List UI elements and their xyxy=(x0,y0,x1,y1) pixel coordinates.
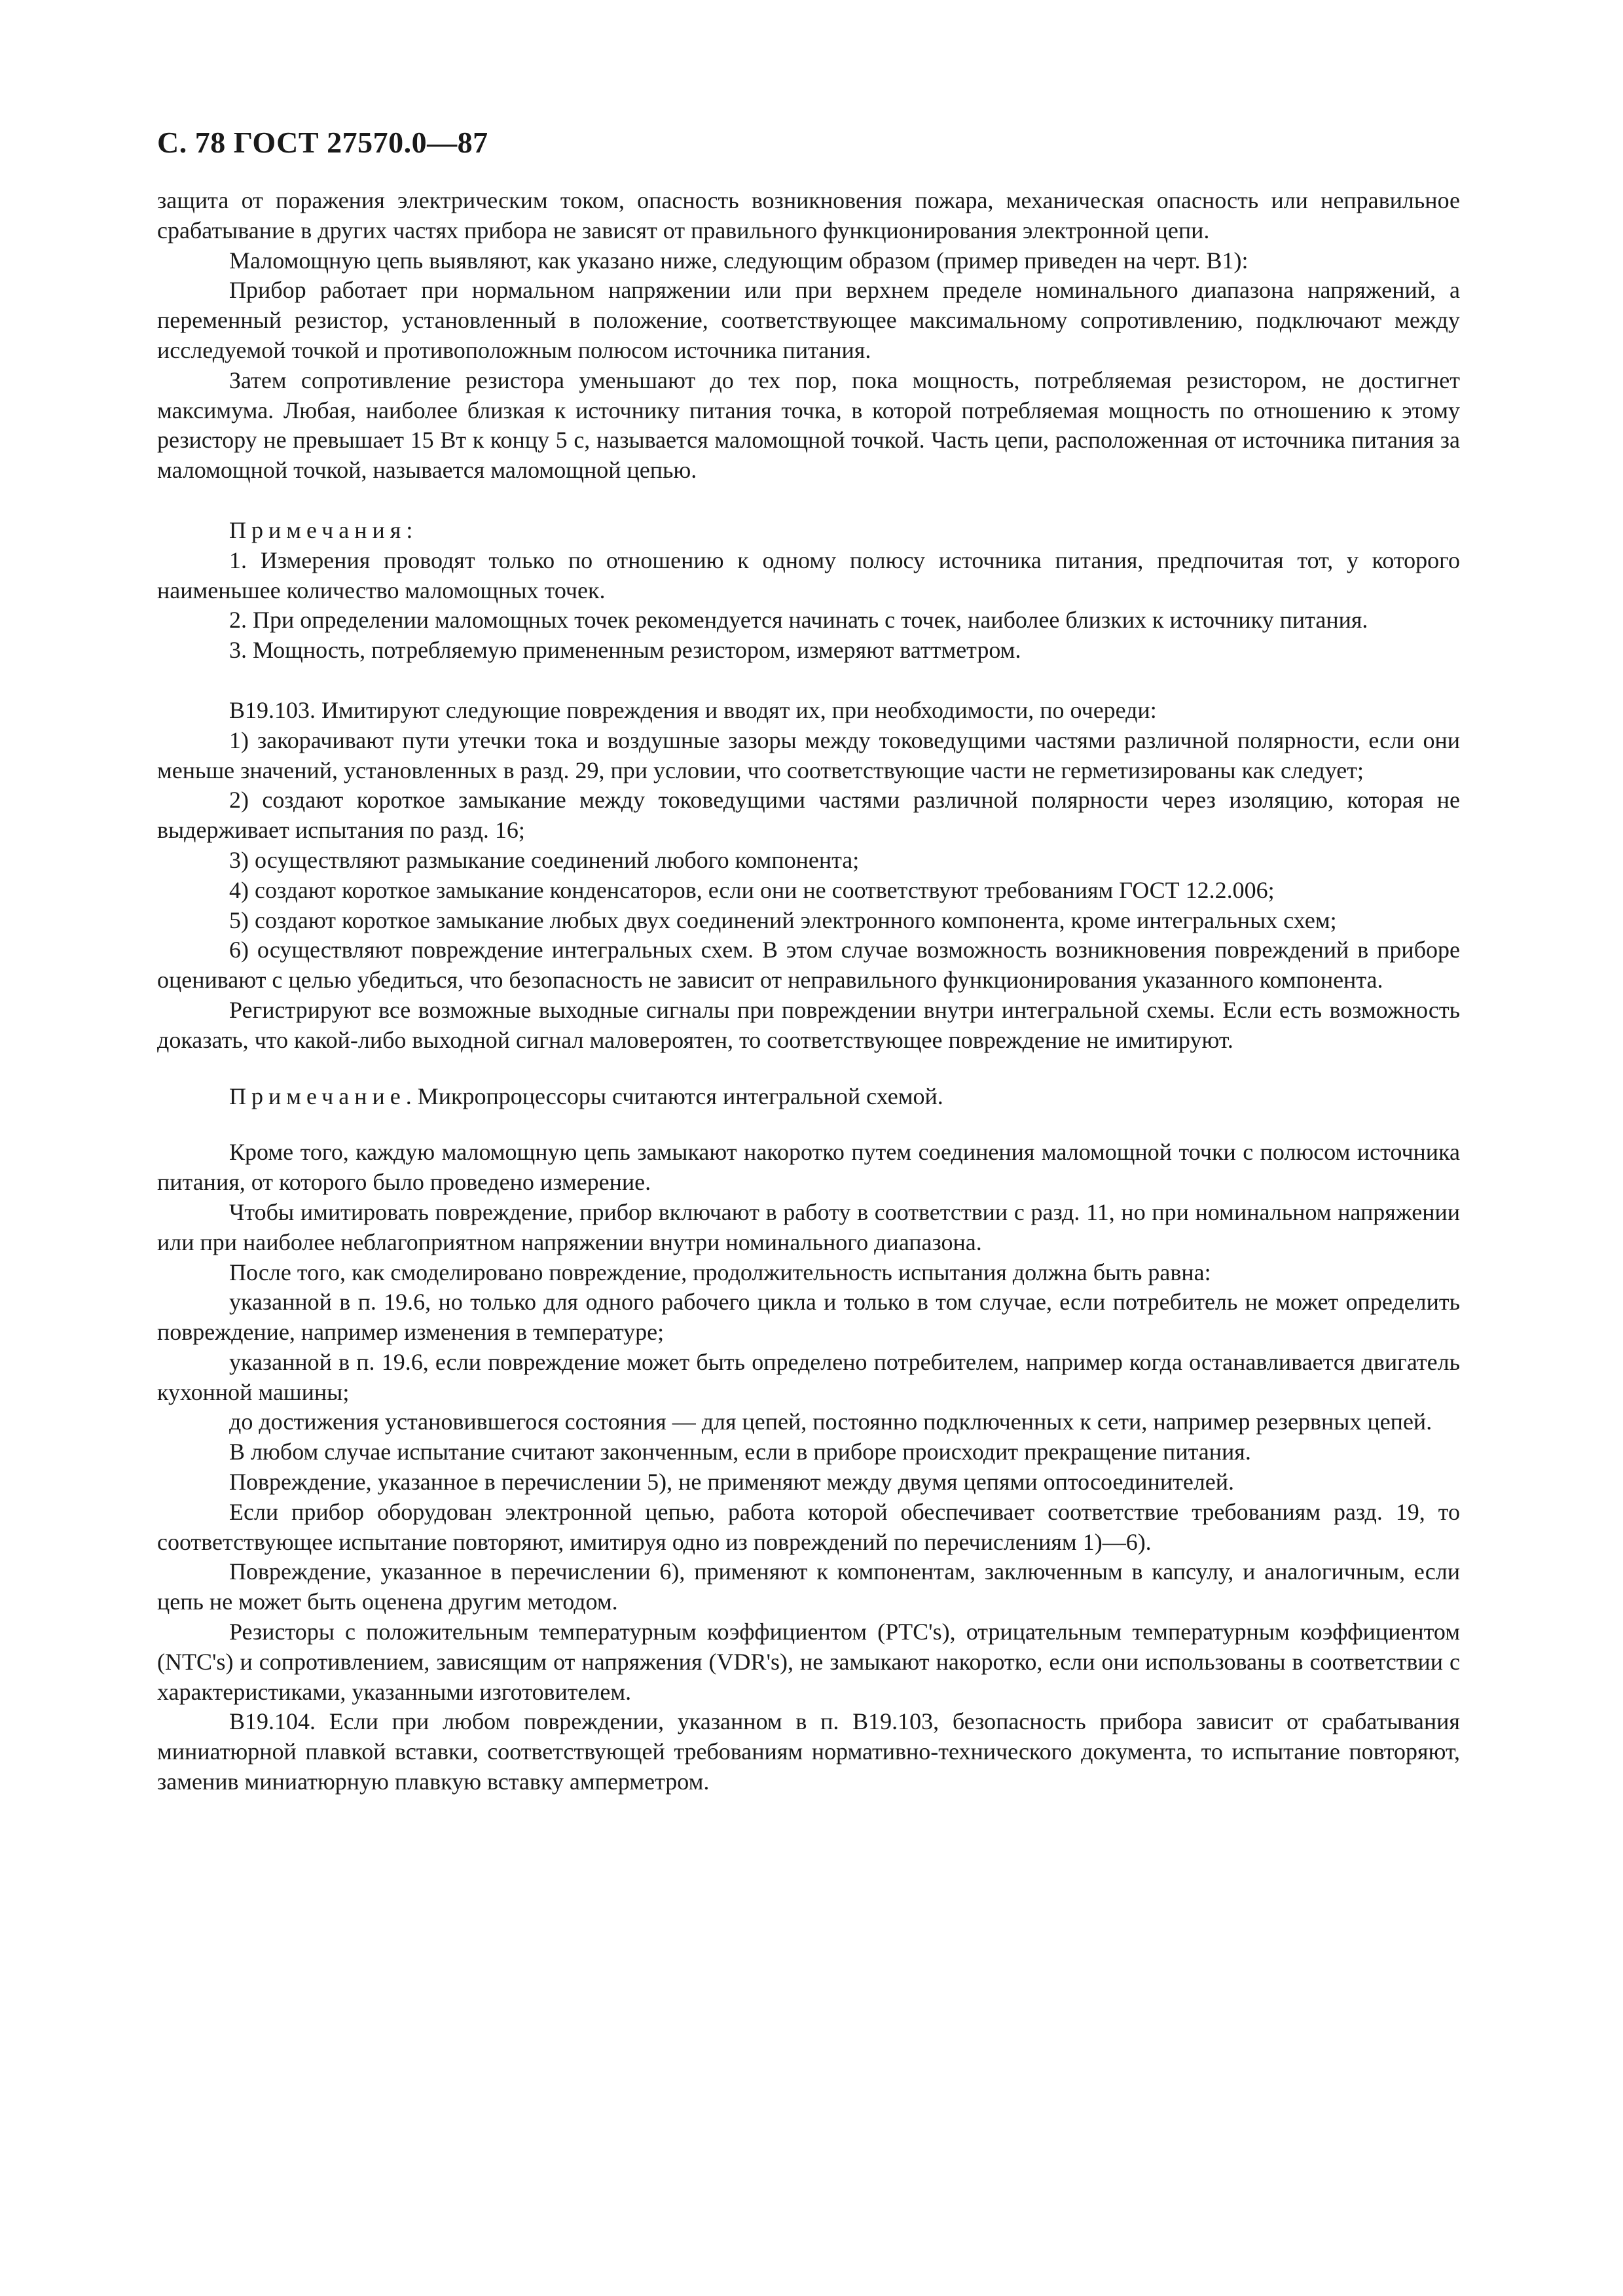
document-body xyxy=(157,186,1460,1797)
paragraph: Прибор работает при нормальном напряжении или при верхнем пределе номинального диапазона напряжений, а переменный резистор, установленный в положение, соответствующее максимальному сопротивлению, подключают между исследуемой точкой и противоположным полюсом источника питания. xyxy=(157,277,1460,363)
paragraph: Маломощную цепь выявляют, как указано ниже, следующим образом (пример приведен на черт. В1): xyxy=(229,247,1249,274)
paragraph: Затем сопротивление резистора уменьшают до тех пор, пока мощность, потребляемая резистором, не достигнет максимума. Любая, наиболее близкая к источнику питания точка, в которой потребляемая мощность по отношению к этому резистору не превышает 15 Вт к концу 5 с, называется маломощной точкой. Часть цепи, расположенная от источника питания за маломощной точкой, называется маломощной цепью. xyxy=(157,367,1460,484)
paragraph: В любом случае испытание считают законченным, если в приборе происходит прекращение питания. xyxy=(229,1439,1251,1465)
paragraph: Кроме того, каждую маломощную цепь замыкают накоротко путем соединения маломощной точки с полюсом источника питания, от которого было проведено измерение. xyxy=(157,1139,1460,1196)
paragraph: Повреждение, указанное в перечислении 6), применяют к компонентам, заключенным в капсулу, и аналогичным, если цепь не может быть оценена другим методом. xyxy=(157,1558,1460,1615)
section-paragraph: В19.103. Имитируют следующие повреждения и вводят их, при необходимости, по очереди: xyxy=(229,696,1157,723)
paragraph: После того, как смоделировано повреждение, продолжительность испытания должна быть равна: xyxy=(229,1259,1211,1285)
list-item: 6) осуществляют повреждение интегральных схем. В этом случае возможность возникновения повреждений в приборе оценивают с целью убедиться, что безопасность не зависит от неправильного функционирования указанного компонента. xyxy=(157,937,1460,994)
note-item: 2. При определении маломощных точек рекомендуется начинать с точек, наиболее близких к источнику питания. xyxy=(229,607,1368,634)
list-item: 5) создают короткое замыкание любых двух соединений электронного компонента, кроме интегральных схем; xyxy=(229,906,1337,933)
list-item: 1) закорачивают пути утечки тока и воздушные зазоры между токоведущими частями различной полярности, если они меньше значений, установленных в разд. 29, при условии, что соответствующие части не герметизированы как следует; xyxy=(157,726,1460,783)
list-item: 3) осуществляют размыкание соединений любого компонента; xyxy=(229,846,860,873)
note-item: 1. Измерения проводят только по отношению к одному полюсу источника питания, предпочитая тот, у которого наименьшее количество маломощных точек. xyxy=(157,547,1460,603)
single-note xyxy=(157,1082,1460,1112)
notes-heading xyxy=(157,516,1460,546)
notes-heading-word: Примечания xyxy=(229,516,407,543)
paragraph: защита от поражения электрическим током, опасность возникновения пожара, механическая опасность или неправильное срабатывание в других частях прибора не зависят от правильного функционирования электронной цепи. xyxy=(157,187,1460,243)
list-item: 4) создают короткое замыкание конденсаторов, если они не соответствуют требованиям ГОСТ 12.2.006; xyxy=(229,876,1275,903)
single-note-text: . Микропроцессоры считаются интегральной схемой. xyxy=(405,1083,943,1109)
paragraph: Регистрируют все возможные выходные сигналы при повреждении внутри интегральной схемы. Если есть возможность доказать, что какой-либо выходной сигнал маловероятен, то соответствующее повреждение не имитируют. xyxy=(157,996,1460,1053)
paragraph: указанной в п. 19.6, если повреждение может быть определено потребителем, например когда останавливается двигатель кухонной машины; xyxy=(157,1348,1460,1405)
document-page xyxy=(157,124,1460,1797)
paragraph: до достижения установившегося состояния — для цепей, постоянно подключенных к сети, например резервных цепей. xyxy=(229,1408,1432,1435)
section-paragraph: В19.104. Если при любом повреждении, указанном в п. В19.103, безопасность прибора зависит от срабатывания миниатюрной плавкой вставки, соответствующей требованиям нормативно-технического документа, то испытание повторяют, заменив миниатюрную плавкую вставку амперметром. xyxy=(157,1708,1460,1795)
note-item: 3. Мощность, потребляемую примененным резистором, измеряют ваттметром. xyxy=(229,637,1021,664)
paragraph: Повреждение, указанное в перечислении 5), не применяют между двумя цепями оптосоединителей. xyxy=(229,1469,1235,1496)
paragraph: Чтобы имитировать повреждение, прибор включают в работу в соответствии с разд. 11, но при номинальном напряжении или при наиболее неблагоприятном напряжении внутри номинального диапазона. xyxy=(157,1198,1460,1255)
notes-heading-colon: : xyxy=(406,516,413,543)
paragraph: указанной в п. 19.6, но только для одного рабочего цикла и только в том случае, если потребитель не может определить повреждение, например изменения в температуре; xyxy=(157,1289,1460,1346)
list-item: 2) создают короткое замыкание между токоведущими частями различной полярности через изоляцию, которая не выдерживает испытания по разд. 16; xyxy=(157,787,1460,844)
page-header: С. 78 ГОСТ 27570.0—87 xyxy=(157,126,488,159)
paragraph: Если прибор оборудован электронной цепью, работа которой обеспечивает соответствие требованиям разд. 19, то соответствующее испытание повторяют, имитируя одно из повреждений по перечислениям 1)—6). xyxy=(157,1498,1460,1555)
paragraph: Резисторы с положительным температурным коэффициентом (PTC's), отрицательным температурным коэффициентом (NTC's) и сопротивлением, зависящим от напряжения (VDR's), не замыкают накоротко, если они использованы в соответствии с характеристиками, указанными изготовителем. xyxy=(157,1619,1460,1705)
single-note-word: Примечание xyxy=(229,1083,406,1109)
